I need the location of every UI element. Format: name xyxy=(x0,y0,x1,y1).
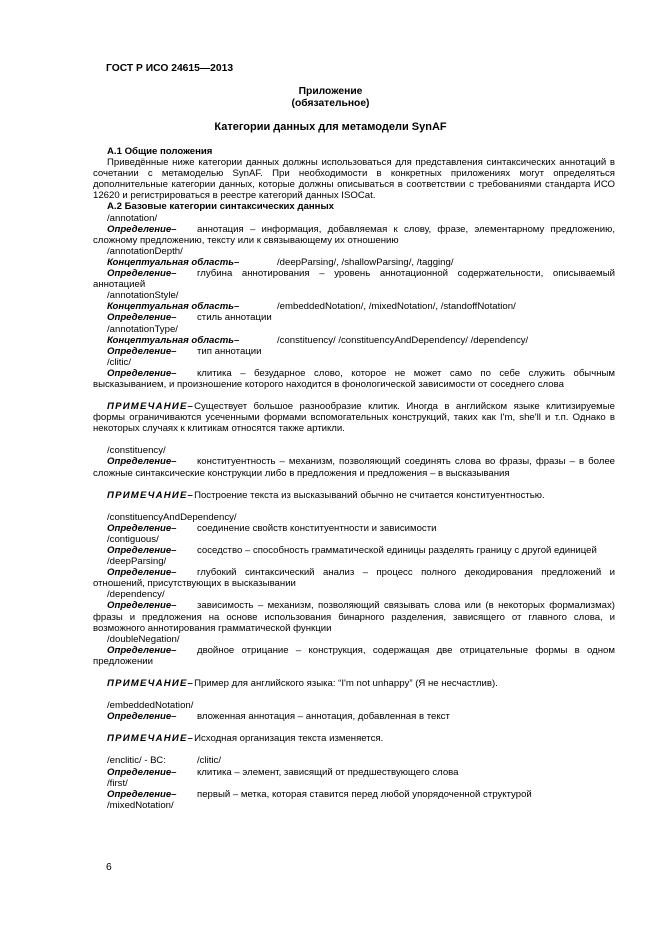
appendix-title: Приложение xyxy=(298,86,363,97)
term-annotationType: /annotationType/ xyxy=(107,323,178,335)
definition-label: Определение– xyxy=(107,711,177,723)
concept-text: /deepParsing/, /shallowParsing/, /tagging/ xyxy=(277,256,454,268)
concept-annotationDepth xyxy=(93,257,615,268)
definition-text: клитика – безударное слово, которое не может само по себе служить обычным высказыванием, и произношение которого находится в фонологической зависимости от соседнего слова xyxy=(93,367,615,390)
definition-constituency xyxy=(93,456,615,478)
term-enclitic-label: /enclitic/ - ВС: xyxy=(107,755,166,767)
definition-first xyxy=(93,789,615,800)
appendix-heading xyxy=(0,86,661,110)
document-title: Категории данных для метамодели SynAF xyxy=(214,121,447,133)
term-constituencyAndDependency: /constituencyAndDependency/ xyxy=(107,511,237,523)
note-label: ПРИМЕЧАНИЕ– xyxy=(107,678,195,690)
definition-label: Определение– xyxy=(107,788,177,800)
definition-label: Определение– xyxy=(107,345,177,357)
definition-text: глубина аннотирования – уровень аннотационной содержательности, описываемый аннотацией xyxy=(93,268,615,291)
appendix-status: (обязательное) xyxy=(291,98,370,109)
definition-label: Определение– xyxy=(107,567,177,579)
definition-constituencyAndDependency xyxy=(93,523,615,534)
definition-text: глубокий синтаксический анализ – процесс полного декодирования предложений и отношений, присутствующих в высказывании xyxy=(93,567,615,590)
note-label: ПРИМЕЧАНИЕ– xyxy=(107,489,195,501)
term-first: /first/ xyxy=(107,777,128,789)
note-doubleNegation xyxy=(93,678,615,689)
definition-annotation xyxy=(93,224,615,246)
term-doubleNegation: /doubleNegation/ xyxy=(107,633,180,645)
definition-label: Определение– xyxy=(107,367,177,379)
page-header-standard: ГОСТ Р ИСО 24615—2013 xyxy=(106,63,234,74)
note-label: ПРИМЕЧАНИЕ– xyxy=(107,733,195,745)
definition-text: соединение свойств конституентности и зависимости xyxy=(197,522,437,534)
definition-deepParsing xyxy=(93,567,615,589)
concept-text: /constituency/ /constituencyAndDependency/ /dependency/ xyxy=(277,334,529,346)
term-dependency: /dependency/ xyxy=(107,589,165,601)
section-a2-heading: А.2 Базовые категории синтаксических данных xyxy=(107,201,334,213)
term-clitic: /clitic/ xyxy=(107,356,131,368)
term-enclitic xyxy=(93,755,615,766)
definition-text: конституентность – механизм, позволяющий соединять слова во фразы, фразы – в более сложные синтаксические конструкции либо в предложения и предложения – в высказывания xyxy=(93,456,615,479)
note-text: Пример для английского языка: “I'm not unhappy” (Я не несчастлив). xyxy=(194,678,498,690)
note-label: ПРИМЕЧАНИЕ– xyxy=(107,401,195,413)
term-annotation: /annotation/ xyxy=(107,212,158,224)
concept-annotationType xyxy=(93,335,615,346)
definition-annotationDepth xyxy=(93,268,615,290)
definition-label: Определение– xyxy=(107,600,177,612)
definition-dependency xyxy=(93,600,615,633)
definition-text: соседство – способность грамматической единицы разделять границу с другой единицей xyxy=(197,545,597,556)
definition-text: первый – метка, которая ставится перед любой упорядоченной структурой xyxy=(197,788,532,800)
note-clitic xyxy=(93,401,615,434)
section-a1-heading: А.1 Общие положения xyxy=(107,146,213,157)
term-deepParsing: /deepParsing/ xyxy=(107,556,167,568)
definition-enclitic xyxy=(93,767,615,778)
page-number: 6 xyxy=(106,862,112,873)
definition-text: клитика – элемент, зависящий от предшествующего слова xyxy=(197,766,459,778)
term-annotationStyle: /annotationStyle/ xyxy=(107,290,179,302)
term-contiguous: /contiguous/ xyxy=(107,533,159,545)
definition-text: стиль аннотации xyxy=(197,312,272,324)
document-body xyxy=(93,146,615,811)
term-annotationDepth: /annotationDepth/ xyxy=(107,245,183,257)
definition-label: Определение– xyxy=(107,644,177,656)
definition-annotationStyle xyxy=(93,312,615,323)
concept-label: Концептуальная область– xyxy=(107,334,240,346)
note-text: Построение текста из высказываний обычно не считается конституентностью. xyxy=(194,489,545,501)
definition-label: Определение– xyxy=(107,223,177,235)
definition-label: Определение– xyxy=(107,456,177,468)
note-constituency xyxy=(93,490,615,501)
definition-label: Определение– xyxy=(107,522,177,534)
definition-label: Определение– xyxy=(107,766,177,778)
note-text: Исходная организация текста изменяется. xyxy=(194,733,384,745)
definition-label: Определение– xyxy=(107,312,177,324)
concept-label: Концептуальная область– xyxy=(107,301,240,313)
note-text: Существует большое разнообразие клитик. Иногда в английском языке клитизируемые формы ограничиваются усеченными формами вспомогательных конструкций, таких как I'm, she'll и т.п. Однако в некоторых случаях к клитикам относятся также артикли. xyxy=(93,401,615,435)
definition-embeddedNotation xyxy=(93,711,615,722)
term-embeddedNotation: /embeddedNotation/ xyxy=(107,700,194,712)
definition-label: Определение– xyxy=(107,268,177,280)
definition-text: двойное отрицание – конструкция, содержащая две отрицательные формы в одном предложении xyxy=(93,644,615,667)
term-enclitic-ref: /clitic/ xyxy=(197,755,221,767)
definition-text: зависимость – механизм, позволяющий связывать слова или (в некоторых формализмах) фразы и предложения на основе использования бинарного разделения, зависящего от главного слова, и возможного аннотирования грамматической функции xyxy=(93,600,615,634)
concept-label: Концептуальная область– xyxy=(107,256,240,268)
definition-contiguous xyxy=(93,545,615,556)
definition-text: тип аннотации xyxy=(197,345,262,357)
term-mixedNotation: /mixedNotation/ xyxy=(107,799,174,811)
concept-annotationStyle xyxy=(93,301,615,312)
definition-text: вложенная аннотация – аннотация, добавленная в текст xyxy=(197,711,450,723)
section-a1-text: Приведённые ниже категории данных должны использоваться для представления синтаксических аннотаций в сочетании с метамоделью SynAF. При необходимости в конкретных приложениях могут определяться дополнительные категории данных, которые должны описываться в соответствии с требованиями стандарта ИСО 12620 и регистрироваться в реестре категорий данных ISOCat. xyxy=(93,157,615,202)
definition-clitic xyxy=(93,368,615,390)
concept-text: /embeddedNotation/, /mixedNotation/, /standoffNotation/ xyxy=(277,301,516,313)
note-embeddedNotation xyxy=(93,733,615,744)
definition-label: Определение– xyxy=(107,545,177,556)
definition-annotationType xyxy=(93,346,615,357)
term-constituency: /constituency/ xyxy=(107,445,166,457)
definition-doubleNegation xyxy=(93,645,615,667)
definition-text: аннотация – информация, добавляемая к слову, фразе, элементарному предложению, сложному предложению, тексту или к связывающему их отношению xyxy=(93,223,615,246)
